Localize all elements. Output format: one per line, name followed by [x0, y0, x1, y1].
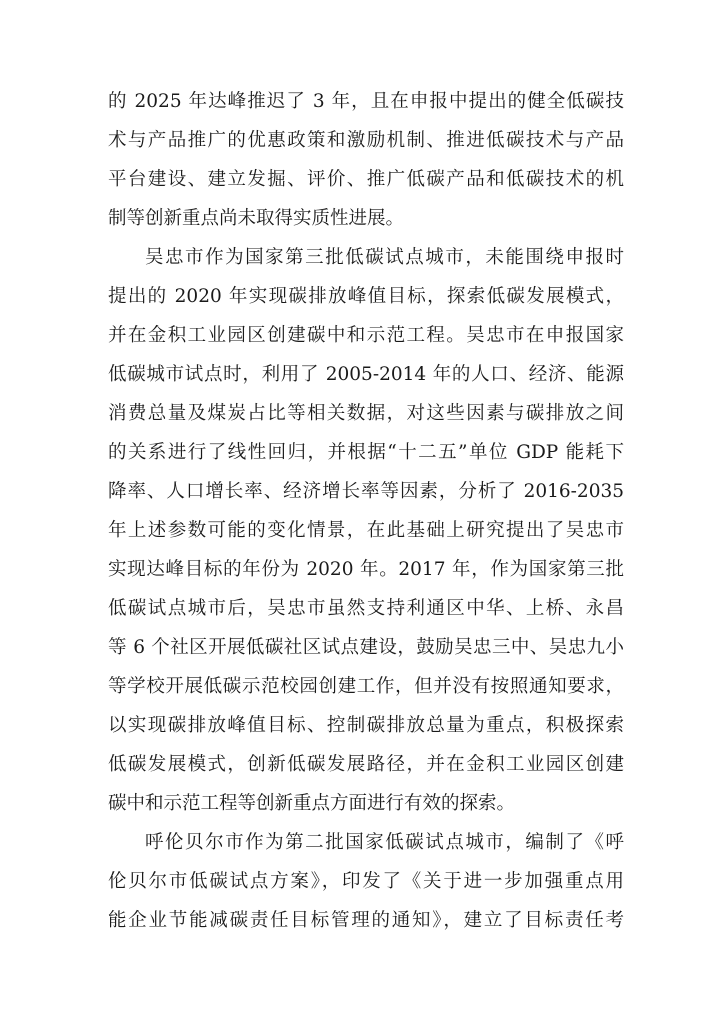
text-line: 术与产品推广的优惠政策和激励机制、推进低碳技术与产品 — [108, 130, 624, 151]
text-line: 等学校开展低碳示范校园创建工作，但并没有按照通知要求， — [108, 676, 624, 697]
text-line: 低碳城市试点时，利用了 2005-2014 年的人口、经济、能源 — [108, 364, 624, 385]
text-line: 的 2025 年达峰推迟了 3 年，且在申报中提出的健全低碳技 — [108, 91, 624, 112]
text-line: 的关系进行了线性回归，并根据“十二五”单位 GDP 能耗下 — [108, 442, 624, 463]
paragraph-first-line: 吴忠市作为国家第三批低碳试点城市，未能围绕申报时 — [145, 247, 624, 268]
text-line: 低碳试点城市后，吴忠市虽然支持利通区中华、上桥、永昌 — [108, 598, 624, 619]
text-line: 实现达峰目标的年份为 2020 年。2017 年，作为国家第三批 — [108, 559, 624, 580]
text-line: 碳中和示范工程等创新重点方面进行有效的探索。 — [108, 793, 516, 814]
text-line: 年上述参数可能的变化情景，在此基础上研究提出了吴忠市 — [108, 520, 624, 541]
text-line: 低碳发展模式，创新低碳发展路径，并在金积工业园区创建 — [108, 754, 624, 775]
text-line: 消费总量及煤炭占比等相关数据，对这些因素与碳排放之间 — [108, 403, 624, 424]
text-line: 并在金积工业园区创建碳中和示范工程。吴忠市在申报国家 — [108, 325, 624, 346]
text-line: 制等创新重点尚未取得实质性进展。 — [108, 208, 405, 229]
paragraph-first-line: 呼伦贝尔市作为第二批国家低碳试点城市，编制了《呼 — [145, 832, 624, 853]
text-line: 降率、人口增长率、经济增长率等因素，分析了 2016-2035 — [108, 481, 624, 502]
text-line: 平台建设、建立发掘、评价、推广低碳产品和低碳技术的机 — [108, 169, 624, 190]
text-line: 以实现碳排放峰值目标、控制碳排放总量为重点，积极探索 — [108, 715, 624, 736]
text-line: 提出的 2020 年实现碳排放峰值目标，探索低碳发展模式， — [108, 286, 624, 307]
text-line: 能企业节能减碳责任目标管理的通知》，建立了目标责任考 — [108, 910, 624, 931]
text-line: 伦贝尔市低碳试点方案》，印发了《关于进一步加强重点用 — [108, 871, 624, 892]
text-line: 等 6 个社区开展低碳社区试点建设，鼓励吴忠三中、吴忠九小 — [108, 637, 624, 658]
